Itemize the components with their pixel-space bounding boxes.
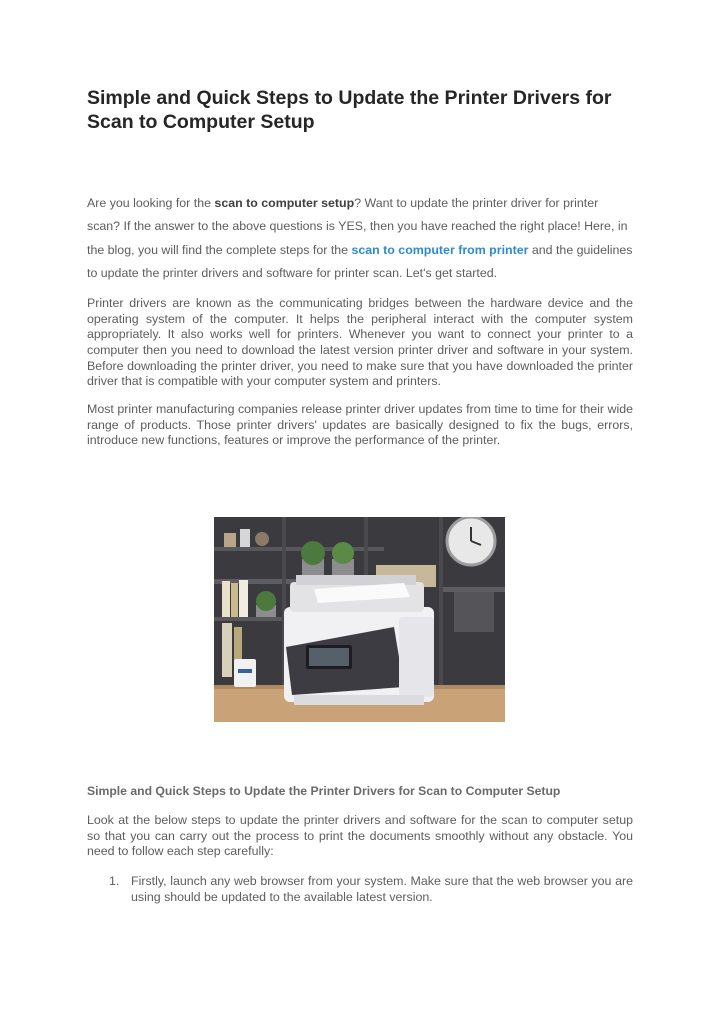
paragraph-drivers: Printer drivers are known as the communicating bridges between the hardware device and the operating system of the computer. It helps the peripheral interact with the computer system appropriately. It also works well for printers. Whenever you want to connect your printer to a computer then you need to download the latest version printer driver and software in your system. Before downloading the printer driver, you need to make sure that you have downloaded the printer driver that is compatible with your computer system and printers. xyxy=(87,296,633,389)
intro-paragraph xyxy=(87,192,633,285)
paragraph-updates: Most printer manufacturing companies release printer driver updates from time to time for their wide range of products. Those printer drivers' updates are basically designed to fix the bugs, errors, introduce new functions, features or improve the performance of the printer. xyxy=(87,402,633,448)
printer-photo-icon xyxy=(214,517,505,722)
intro-text-1: Are you looking for the xyxy=(87,196,215,210)
steps-list xyxy=(87,874,633,905)
scan-to-computer-link[interactable]: scan to computer from printer xyxy=(351,242,529,257)
intro-text-3: and the guidelines to update the printer drivers and software for printer scan. Let's get started. xyxy=(87,242,633,280)
page-title: Simple and Quick Steps to Update the Printer Drivers for Scan to Computer Setup xyxy=(87,87,612,133)
paragraph-steps-intro: Look at the below steps to update the printer drivers and software for the scan to computer setup so that you can carry out the process to print the documents smoothly without any obstacle. You need to follow each step carefully: xyxy=(87,813,633,859)
intro-bold-keyword: scan to computer setup xyxy=(214,196,355,210)
step-number: 1. xyxy=(109,874,120,888)
section-subheading: Simple and Quick Steps to Update the Printer Drivers for Scan to Computer Setup xyxy=(87,784,561,798)
step-text: Firstly, launch any web browser from your system. Make sure that the web browser you are using should be updated to the available latest version. xyxy=(131,874,633,904)
intro-text-2: ? Want to update the printer driver for printer scan? If the answer to the above questions is YES, then you have reached the right place! Here, in the blog, you will find the complete steps for the xyxy=(87,196,628,257)
printer-photo xyxy=(214,517,505,722)
document-content xyxy=(87,86,633,461)
list-item xyxy=(87,874,633,905)
